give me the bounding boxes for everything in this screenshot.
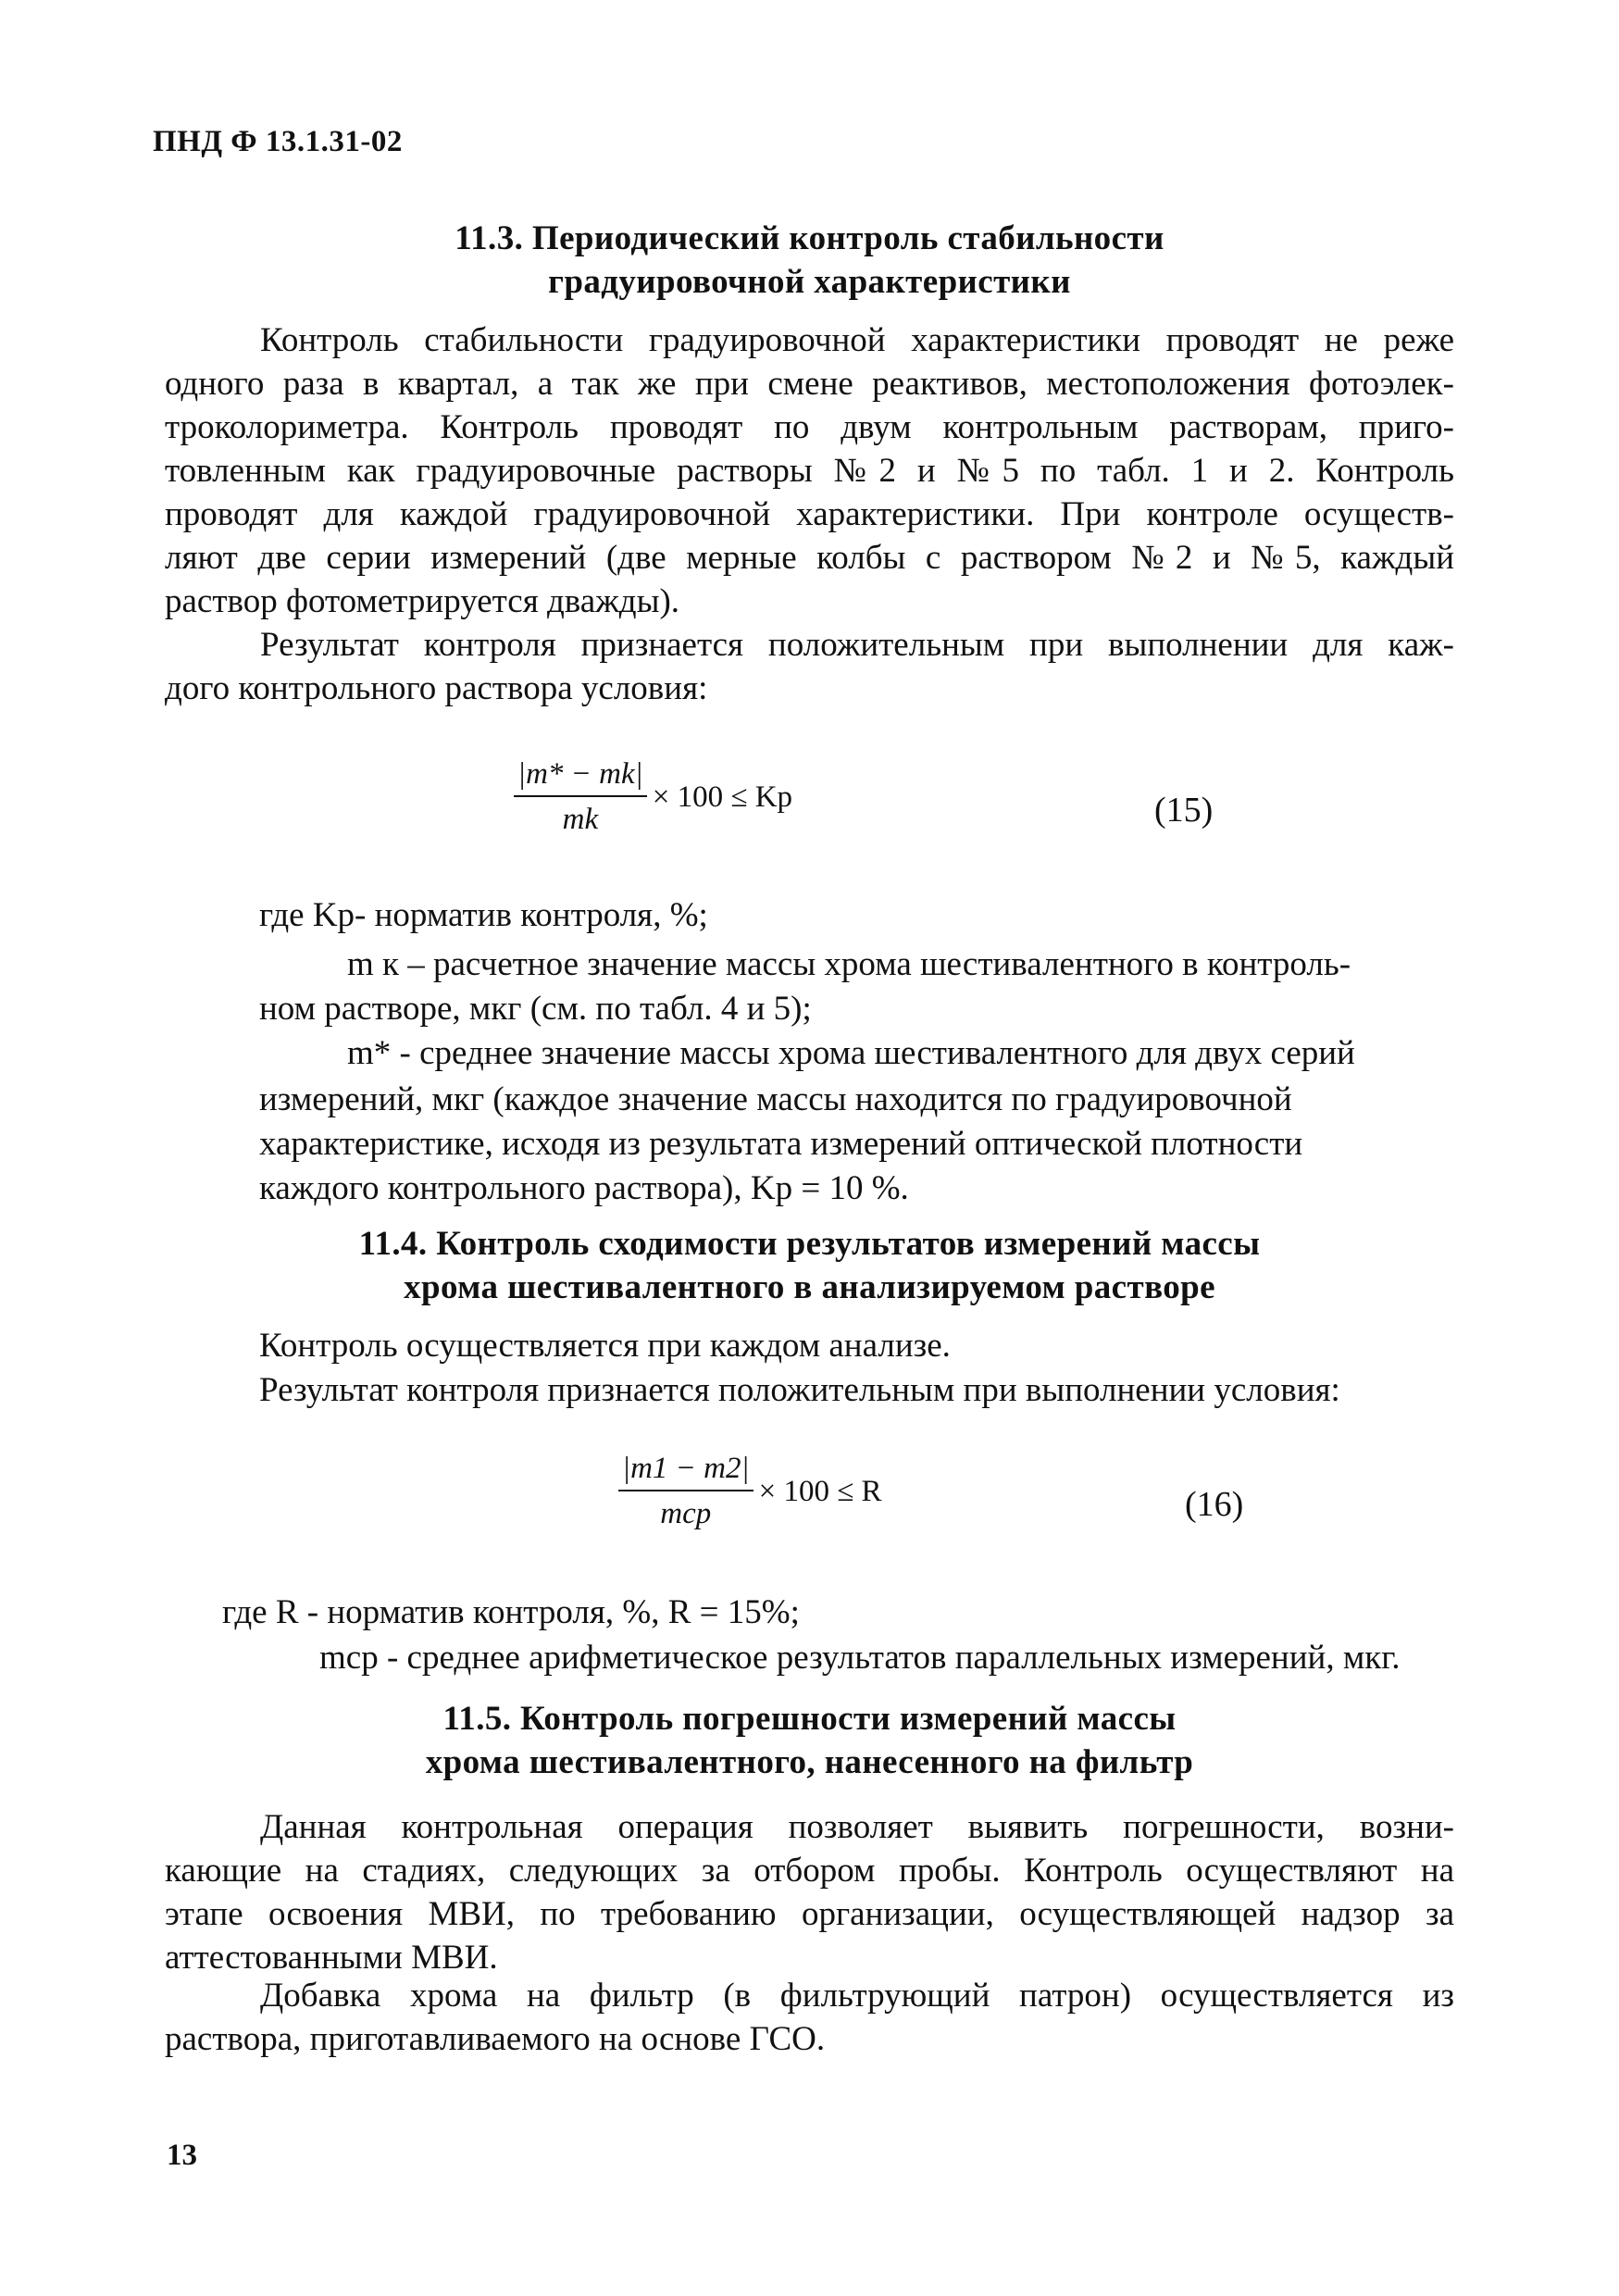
formula-fraction xyxy=(514,757,647,837)
text-line: проводят для каждой градуировочной характеристики. При контроле осуществ- xyxy=(165,495,1454,533)
equation-number-15: (15) xyxy=(1154,791,1214,830)
where-line: каждого контрольного раствора), Kp = 10 %. xyxy=(259,1169,909,1207)
section-11-3-title xyxy=(0,217,1619,304)
text-line: этапе освоения МВИ, по требованию организации, осуществляющей надзор за xyxy=(165,1895,1454,1933)
where-line: mср - среднее арифметическое результатов параллельных измерений, мкг. xyxy=(319,1639,1401,1677)
text-line: кающие на стадиях, следующих за отбором пробы. Контроль осуществляют на xyxy=(165,1852,1454,1890)
text-line: раствор фотометрируется дважды). xyxy=(165,582,680,620)
text-line: аттестованными МВИ. xyxy=(165,1939,498,1977)
where-line: измерений, мкг (каждое значение массы находится по градуировочной xyxy=(259,1080,1292,1118)
section-11-3-paragraph-1 xyxy=(165,318,1454,623)
text-line: Результат контроля признается положительным при выполнении для каж- xyxy=(260,626,1454,664)
page-number: 13 xyxy=(167,2139,197,2172)
formula-numerator: |m1 − m2| xyxy=(618,1452,753,1491)
text-line: товленным как градуировочные растворы №2 и №5 по табл. 1 и 2. Контроль xyxy=(165,452,1454,490)
text-line: Контроль стабильности градуировочной характеристики проводят не реже xyxy=(260,321,1454,359)
section-title-line: 11.5. Контроль погрешности измерений массы xyxy=(442,1700,1177,1738)
formula-condition: × 100 ≤ R xyxy=(758,1474,882,1508)
text-line: троколориметра. Контроль проводят по двум контрольным растворам, приго- xyxy=(165,408,1454,446)
where-line: где Kp- норматив контроля, %; xyxy=(259,896,708,934)
where-line: m* - среднее значение массы хрома шестивалентного для двух серий xyxy=(347,1034,1355,1072)
text-line: Данная контрольная операция позволяет выявить погрешности, возни- xyxy=(260,1808,1454,1846)
where-line: ном растворе, мкг (см. по табл. 4 и 5); xyxy=(259,990,812,1028)
equation-number-16: (16) xyxy=(1185,1485,1244,1524)
section-11-4-title xyxy=(0,1222,1619,1309)
formula-denominator: mk xyxy=(562,803,599,836)
section-title-line: градуировочной характеристики xyxy=(548,263,1071,301)
text-line: ляют две серии измерений (две мерные колбы с раствором №2 и №5, каждый xyxy=(165,539,1454,577)
section-title-line: хрома шестивалентного в анализируемом растворе xyxy=(404,1268,1215,1306)
text-line: одного раза в квартал, а так же при смене реактивов, местоположения фотоэлек- xyxy=(165,365,1454,403)
where-line: характеристике, исходя из результата измерений оптической плотности xyxy=(259,1125,1303,1163)
formula-16 xyxy=(618,1452,882,1531)
text-line: Результат контроля признается положительным при выполнении условия: xyxy=(259,1371,1340,1409)
formula-condition: × 100 ≤ Kp xyxy=(652,780,793,814)
section-title-line: хрома шестивалентного, нанесенного на фильтр xyxy=(425,1743,1194,1781)
section-11-5-paragraph-2 xyxy=(165,1974,1454,2061)
formula-fraction xyxy=(618,1452,753,1531)
text-line: дого контрольного раствора условия: xyxy=(165,669,708,707)
section-11-3-paragraph-2 xyxy=(165,623,1454,710)
formula-denominator: mср xyxy=(660,1497,712,1530)
text-line: Контроль осуществляется при каждом анализе. xyxy=(259,1327,951,1365)
text-line: раствора, приготавливаемого на основе ГСО. xyxy=(165,2020,826,2058)
where-line: где R - норматив контроля, %, R = 15%; xyxy=(222,1593,800,1631)
formula-15 xyxy=(514,757,792,837)
section-title-line: 11.4. Контроль сходимости результатов измерений массы xyxy=(358,1225,1261,1263)
section-11-5-paragraph-1 xyxy=(165,1805,1454,1979)
formula-numerator: |m* − mk| xyxy=(514,757,647,797)
document-code: ПНД Ф 13.1.31-02 xyxy=(153,125,403,158)
where-line: m к – расчетное значение массы хрома шестивалентного в контроль- xyxy=(347,945,1351,983)
section-title-line: 11.3. Периодический контроль стабильности xyxy=(455,219,1164,257)
text-line: Добавка хрома на фильтр (в фильтрующий патрон) осуществляется из xyxy=(260,1977,1454,2015)
section-11-5-title xyxy=(0,1697,1619,1784)
